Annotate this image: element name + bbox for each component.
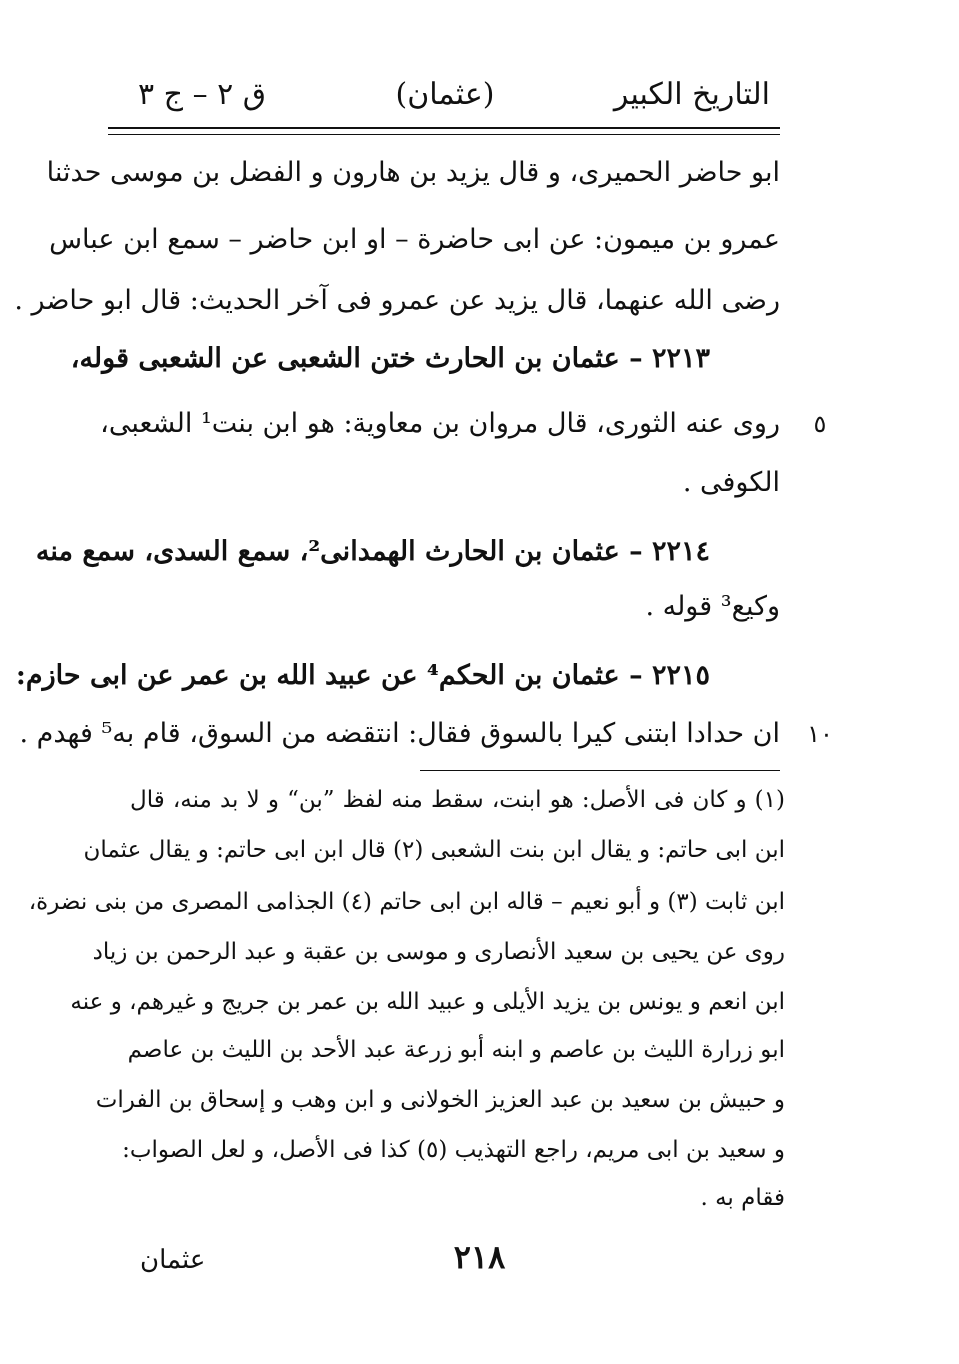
text-line-2: عمرو بن ميمون: عن ابى حاضرة – او ابن حاضر – سمع ابن عباس xyxy=(49,224,780,255)
header-rule-thick xyxy=(108,127,780,129)
footnote-line-5: ابن انعم و يونس بن يزيد الأيلى و عبيد الله بن عمر بن جريج و غيرهم، و عنه xyxy=(70,989,785,1015)
header-book-title: التاريخ الكبير xyxy=(613,77,770,112)
text-line-10: ان حدادا ابتنى كيرا بالسوق فقال: انتقضه من السوق، قام به⁵ فهدم . xyxy=(19,718,780,749)
header-section-title: (عثمان) xyxy=(395,77,495,112)
footnote-line-2: ابن ابى حاتم: و يقال ابن بنت الشعبى (٢) قال ابن ابى حاتم: و يقال عثمان xyxy=(83,837,785,863)
entry-2213-line: ٢٢١٣ – عثمان بن الحارث ختن الشعبى عن الشعبى قوله، xyxy=(70,343,710,374)
footnote-line-7: و حبيش بن سعيد بن عبد العزيز الخولانى و ابن وهب و إسحاق بن الفرات xyxy=(95,1087,785,1113)
text-line-6: الكوفى . xyxy=(682,467,780,498)
footnote-line-3: ابن ثابت (٣) و أبو نعيم – قاله ابن ابى حاتم (٤) الجذامى المصرى من بنى نضرة، xyxy=(28,889,785,915)
footnote-line-6: ابو زرارة الليث بن عاصم و ابنه أبو زرعة عبد الأحد بن الليث بن عاصم xyxy=(127,1037,785,1063)
margin-line-number-5: ٥ xyxy=(813,410,827,438)
header-rule-thin xyxy=(108,134,780,135)
page-number: ٢١٨ xyxy=(453,1238,506,1276)
margin-line-number-10: ١٠ xyxy=(807,720,833,748)
footnote-line-8: و سعيد بن ابى مريم، راجع التهذيب (٥) كذا فى الأصل، و لعل الصواب: xyxy=(122,1137,785,1163)
text-line-3: رضى الله عنهما، قال يزيد عن عمرو فى آخر الحديث: قال ابو حاضر . xyxy=(14,285,780,316)
running-header xyxy=(120,70,770,120)
footnote-line-4: روى عن يحيى بن سعيد الأنصارى و موسى بن عقبة و عبد الرحمن بن زياد xyxy=(92,939,785,965)
text-line-5: روى عنه الثورى، قال مروان بن معاوية: هو ابن بنت¹ الشعبى، xyxy=(100,408,780,439)
entry-2214-line: ٢٢١٤ – عثمان بن الحارث الهمدانى²، سمع السدى، سمع منه xyxy=(35,536,710,567)
footnote-separator xyxy=(420,770,780,771)
entry-2215-line: ٢٢١٥ – عثمان بن الحكم⁴ عن عبيد الله بن عمر عن ابى حازم: xyxy=(15,660,710,691)
text-line-1: ابو حاضر الحميرى، و قال يزيد بن هارون و الفضل بن موسى حدثنا xyxy=(46,157,780,188)
footnote-line-9: فقام به . xyxy=(700,1185,785,1211)
footnote-line-1: (١) و كان فى الأصل: هو ابنت، سقط منه لفظ ”بن“ و لا بد منه، قال xyxy=(130,787,785,813)
catchword: عثمان xyxy=(140,1245,206,1275)
text-line-8: وكيع³ قوله . xyxy=(645,591,780,622)
header-volume-label: ق ٢ – ج ٣ xyxy=(138,77,267,112)
